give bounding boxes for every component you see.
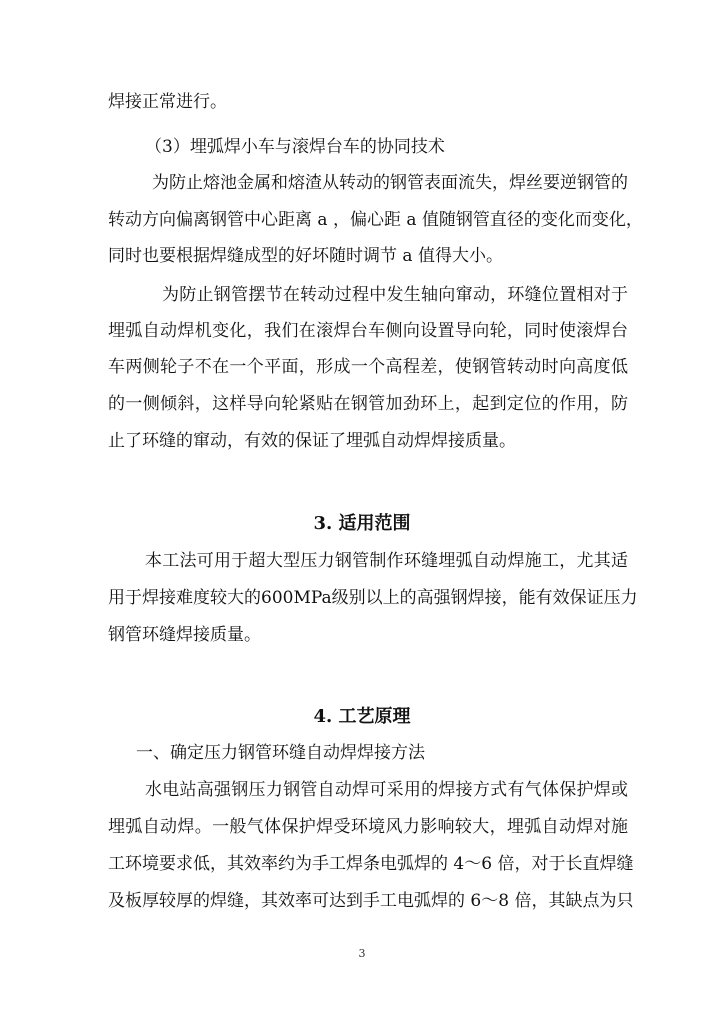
paragraph-line: 转动方向偏离钢管中心距离 a ，偏心距 a 值随钢管直径的变化而变化，: [108, 210, 643, 230]
paragraph-line: 止了环缝的窜动，有效的保证了埋弧自动焊焊接质量。: [108, 431, 516, 451]
paragraph-line: 用于焊接难度较大的600MPa级别以上的高强钢焊接，能有效保证压力: [108, 588, 638, 608]
paragraph-line: 为防止熔池金属和熔渣从转动的钢管表面流失，焊丝要逆钢管的: [152, 173, 628, 193]
paragraph-line: 为防止钢管摆节在转动过程中发生轴向窜动，环缝位置相对于: [162, 285, 628, 305]
paragraph-line: 工环境要求低，其效率约为手工焊条电弧焊的 4～6 倍，对于长直焊缝: [108, 854, 634, 874]
subsection-heading: 一、确定压力钢管环缝自动焊焊接方法: [136, 743, 425, 763]
paragraph-line: 的一侧倾斜，这样导向轮紧贴在钢管加劲环上，起到定位的作用，防: [108, 394, 628, 414]
paragraph-line: 埋弧自动焊机变化，我们在滚焊台车侧向设置导向轮，同时使滚焊台: [108, 321, 628, 341]
paragraph-line: 同时也要根据焊缝成型的好坏随时调节 a 值得大小。: [108, 246, 503, 266]
paragraph-line: 埋弧自动焊。一般气体保护焊受环境风力影响较大，埋弧自动焊对施: [108, 817, 628, 837]
page-number: 3: [358, 947, 366, 960]
paragraph-line: 本工法可用于超大型压力钢管制作环缝埋弧自动焊施工，尤其适: [145, 551, 628, 571]
paragraph-line: 水电站高强钢压力钢管自动焊可采用的焊接方式有气体保护焊或: [145, 780, 628, 800]
paragraph-line: 车两侧轮子不在一个平面，形成一个高程差，使钢管转动时向高度低: [108, 357, 628, 377]
section-heading: 4. 工艺原理: [313, 706, 411, 727]
paragraph-line: 及板厚较厚的焊缝，其效率可达到手工电弧焊的 6～8 倍，其缺点为只: [108, 891, 634, 911]
paragraph-line: 焊接正常进行。: [108, 92, 227, 112]
section-heading: 3. 适用范围: [313, 513, 411, 534]
paragraph-line: 钢管环缝焊接质量。: [108, 625, 261, 645]
subsection-heading: （3）埋弧焊小车与滚焊台车的协同技术: [145, 137, 445, 157]
